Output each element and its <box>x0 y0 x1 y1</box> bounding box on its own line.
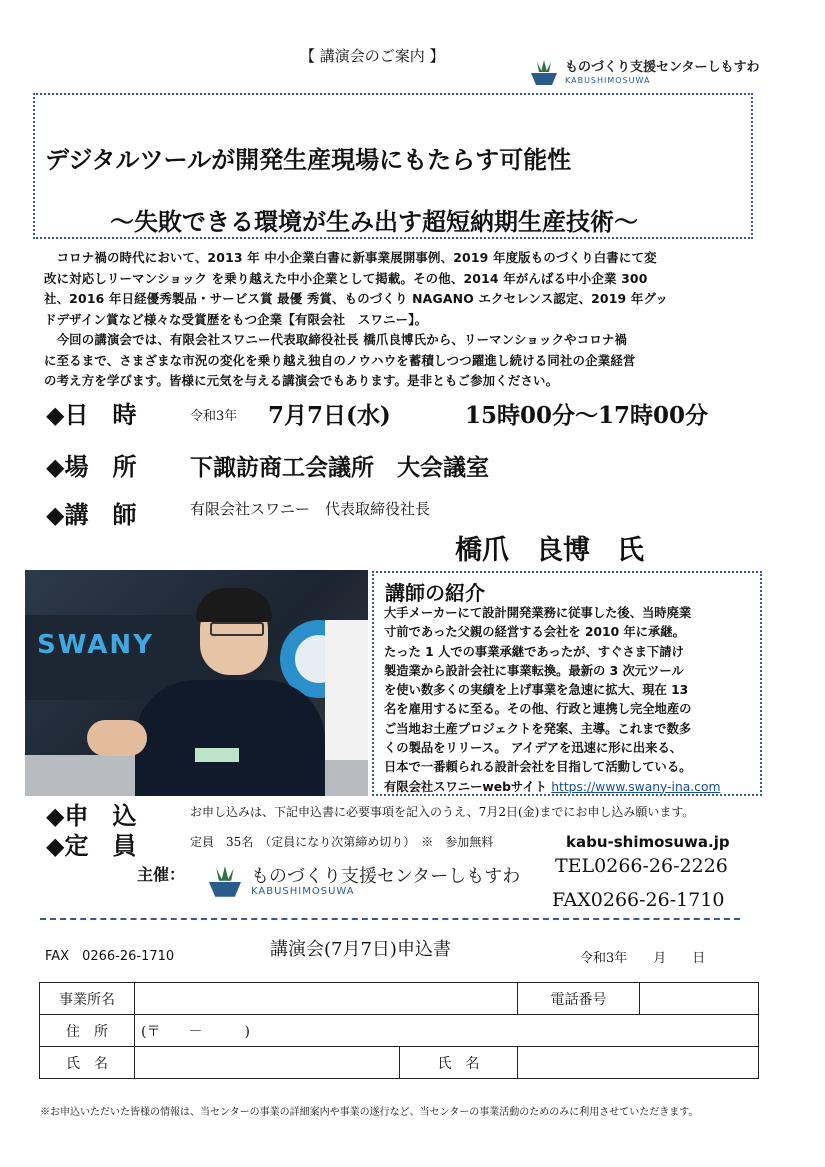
logo-icon <box>528 60 560 86</box>
bio-line: 名を雇用するに至る。その他、行政と連携し完全地産の <box>384 702 692 717</box>
bio-line: 日本で一番頼られる設計会社を目指して活動している。 <box>384 760 692 775</box>
organizer-logo-sub: KABUSHIMOSUWA <box>251 886 355 898</box>
main-title: デジタルツールが開発生産現場にもたらす可能性 <box>45 146 572 174</box>
postal-code: (〒 － ) <box>141 1023 250 1040</box>
intro-paragraph <box>44 248 739 392</box>
form-fax: FAX 0266-26-1710 <box>45 949 175 964</box>
intro-line: コロナ禍の時代において、2013 年 中小企業白書に新事業展開事例、2019 年度版ものづくり白書にて変 <box>44 250 657 265</box>
address-label: 住 所 <box>40 1015 135 1047</box>
swany-logo-text: SWANY <box>37 630 154 660</box>
footer-note: ※お申込いただいた皆様の情報は、当センターの事業の詳細案内や事業の遂行など、当センターの事業活動のためのみに利用させていただきます。 <box>40 1107 699 1118</box>
application-form <box>39 982 759 1079</box>
organizer-logo-name: ものづくり支援センターしもすわ <box>251 865 521 887</box>
form-row-address <box>40 1015 759 1047</box>
capacity-text: 定員 35名 （定員になり次第締め切り） ※ 参加無料 <box>190 835 494 849</box>
bio-line: 寸前であった父親の経営する会社を 2010 年に承継。 <box>384 625 685 640</box>
sub-title: ～失敗できる環境が生み出す超短納期生産技術～ <box>110 208 638 236</box>
capacity-label: ◆定 員 <box>46 831 137 860</box>
name2-label: 氏 名 <box>400 1047 518 1079</box>
address-field[interactable] <box>135 1015 759 1047</box>
name1-label: 氏 名 <box>40 1047 135 1079</box>
site-label: 有限会社スワニーwebサイト <box>384 779 547 794</box>
bio-line: くの製品をリリース。 アイデアを迅速に形に出来る、 <box>384 741 683 756</box>
place-value: 下諏訪商工会議所 大会議室 <box>190 454 489 481</box>
intro-line: ドデザイン賞など様々な受賞歴をもつ企業【有限会社 スワニー】。 <box>44 311 428 327</box>
date-label: ◆日 時 <box>46 400 137 429</box>
date-value: 7月7日(水) <box>268 402 391 429</box>
apply-text: お申し込みは、下記申込書に必要事項を記入のうえ、7月2日(金)までにお申し込み願います。 <box>190 805 695 819</box>
form-row-names <box>40 1047 759 1079</box>
bio-line: 製造業から設計会社に事業転換。最新の 3 次元ツール <box>384 663 684 678</box>
phone-field[interactable] <box>640 983 759 1015</box>
name2-field[interactable] <box>518 1047 759 1079</box>
office-field[interactable] <box>135 983 518 1015</box>
intro-line: に至るまで、さまざまな市況の変化を乗り越え独自のノウハウを蓄積しつつ躍進し続ける同社の企業経営 <box>44 352 636 368</box>
intro-line: 社、2016 年日経優秀製品・サービス賞 最優 秀賞、ものづくり NAGANO エクセレンス認定、2019 年グッ <box>44 291 669 306</box>
bio-title: 講師の紹介 <box>385 581 485 605</box>
phone-label: 電話番号 <box>518 983 640 1015</box>
site-link[interactable]: https://www.swany-ina.com <box>551 779 721 794</box>
logo-name: ものづくり支援センターしもすわ <box>565 60 760 76</box>
organizer-tel: TEL0266-26-2226 <box>555 855 728 877</box>
logo-sub: KABUSHIMOSUWA <box>565 75 651 85</box>
office-label: 事業所名 <box>40 983 135 1015</box>
bio-line: ご当地お土産プロジェクトを発案、主導。これまで数多 <box>384 721 692 736</box>
form-title: 講演会(7月7日)申込書 <box>270 939 451 960</box>
form-date: 令和3年 月 日 <box>580 951 706 966</box>
lecturer-label: ◆講 師 <box>46 500 137 529</box>
place-label: ◆場 所 <box>46 452 137 481</box>
name1-field[interactable] <box>135 1047 400 1079</box>
header-tag: 【 講演会のご案内 】 <box>300 47 445 65</box>
form-row-office <box>40 983 759 1015</box>
logo <box>528 60 759 86</box>
date-era: 令和3年 <box>190 409 238 424</box>
organizer-web[interactable]: kabu-shimosuwa.jp <box>566 833 730 851</box>
intro-line: の考え方を学びます。皆様に元気を与える講演会でもあります。是非ともご参加ください。 <box>44 373 559 388</box>
bio-line: 大手メーカーにて設計開発業務に従事した後、当時廃業 <box>384 606 692 620</box>
lecturer-name: 橋爪 良博 氏 <box>455 535 644 566</box>
organizer-logo <box>205 866 520 898</box>
organizer-logo-icon <box>205 866 245 898</box>
bio-line: を使い数多くの実績を上げ事業を急速に拡大、現在 13 <box>384 683 689 698</box>
organizer-fax: FAX0266-26-1710 <box>552 889 725 911</box>
organizer-label: 主催： <box>137 865 186 884</box>
bio-text <box>384 604 756 797</box>
intro-line: 今回の講演会では、有限会社スワニー代表取締役社長 橋爪良博氏から、リーマンショックやコロナ禍 <box>44 332 628 347</box>
time-value: 15時00分～17時00分 <box>465 402 709 429</box>
lecturer-title: 有限会社スワニー 代表取締役社長 <box>190 500 431 518</box>
cut-line <box>40 918 740 920</box>
apply-label: ◆申 込 <box>46 801 137 830</box>
bio-line: たった 1 人での事業承継であったが、すぐさま下請け <box>384 644 684 659</box>
intro-line: 改に対応しリーマンショック を乗り越えた中小企業として掲載。その他、2014 年がんばる中小企業 300 <box>44 270 648 286</box>
lecturer-photo <box>25 570 368 796</box>
